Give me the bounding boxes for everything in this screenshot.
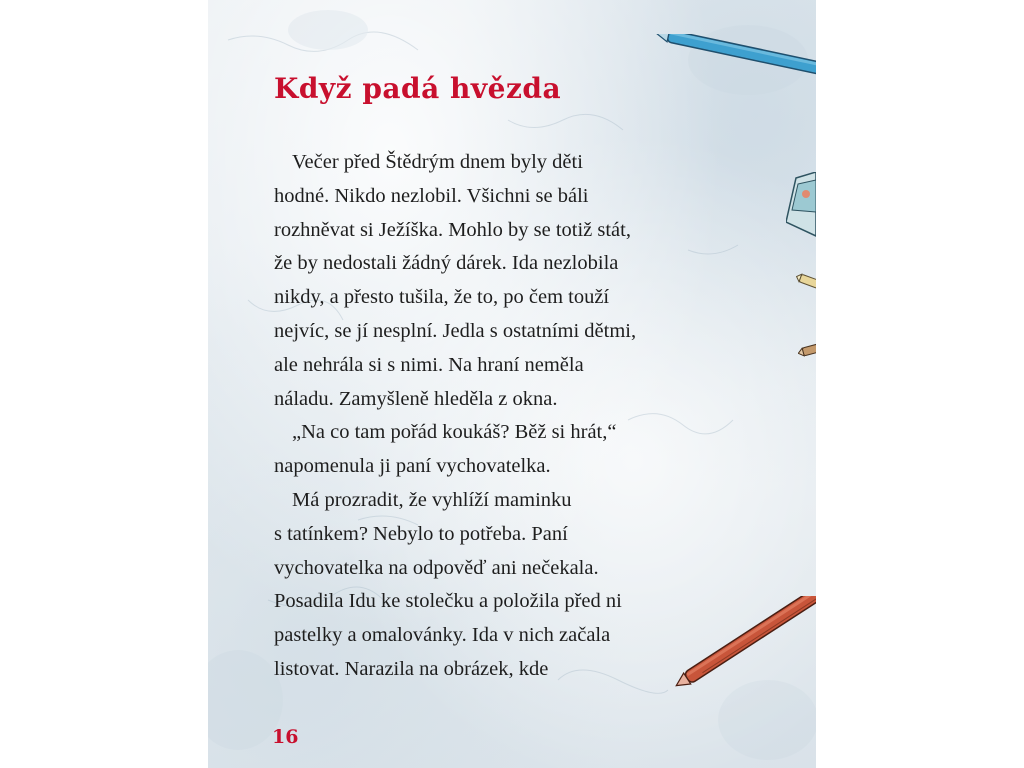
- text-line: Má prozradit, že vyhlíží maminku: [292, 488, 572, 511]
- text-line: ale nehrála si s nimi. Na hraní neměla: [274, 353, 584, 376]
- text-line: listovat. Narazila na obrázek, kde: [274, 657, 549, 680]
- text-line: hodné. Nikdo nezlobil. Všichni se báli: [274, 184, 589, 207]
- text-line: Večer před Štědrým dnem byly děti: [292, 151, 583, 173]
- text-line: napomenula ji paní vychovatelka.: [274, 455, 551, 478]
- text-line: Posadila Idu ke stolečku a položila před ni: [274, 590, 622, 613]
- text-line: náladu. Zamyšleně hleděla z okna.: [274, 387, 558, 410]
- text-line: že by nedostali žádný dárek. Ida nezlobila: [274, 252, 619, 275]
- book-page: [208, 0, 816, 768]
- story-text: [274, 146, 744, 687]
- page-number: 16: [272, 726, 299, 748]
- text-line: s tatínkem? Nebylo to potřeba. Paní: [274, 522, 568, 545]
- text-line: pastelky a omalovánky. Ida v nich začala: [274, 624, 611, 647]
- text-line: nejvíc, se jí nesplní. Jedla s ostatními dětmi,: [274, 319, 637, 342]
- text-line: „Na co tam pořád koukáš? Běž si hrát,“: [292, 421, 617, 444]
- text-line: nikdy, a přesto tušila, že to, po čem touží: [274, 286, 610, 309]
- text-line: vychovatelka na odpověď ani nečekala.: [274, 556, 599, 579]
- chapter-title: Když padá hvězda: [274, 72, 562, 105]
- text-line: rozhněvat si Ježíška. Mohlo by se totiž stát,: [274, 218, 631, 241]
